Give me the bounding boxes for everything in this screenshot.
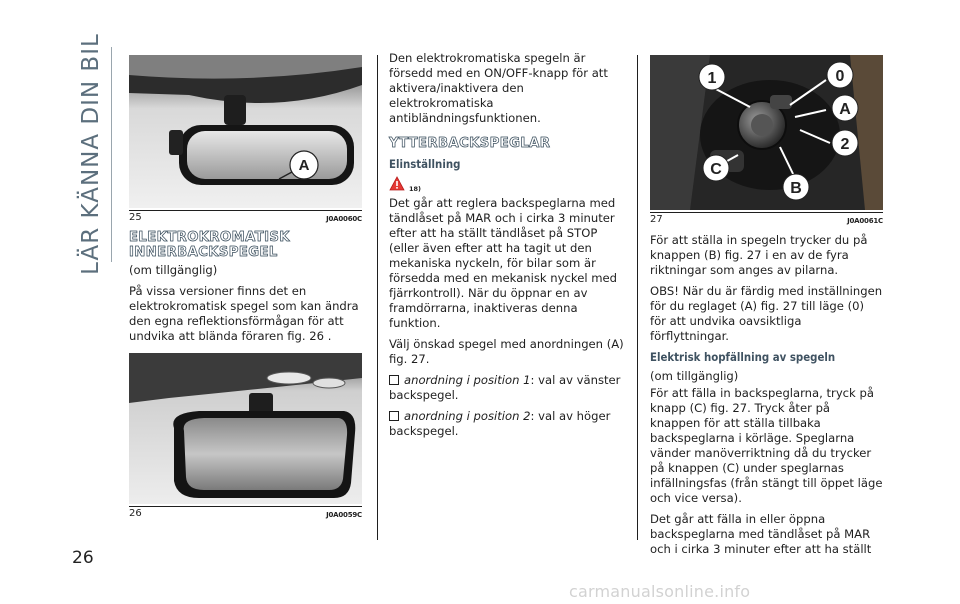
column-1-text	[129, 230, 362, 350]
figure-27-caption	[650, 214, 883, 225]
figure-26-electrochromic-mirror-image	[129, 353, 362, 504]
availability-note: (om tillgänglig)	[129, 263, 218, 277]
bullet-position-1: anordning i position 1: val av vänster backspegel.	[389, 373, 621, 402]
folding-ignition-paragraph: Det går att fälla in eller öppna backspeglarna med tändlåset på MAR och i cirka 3 minuter efter att ha ställt	[650, 512, 872, 556]
figure-27-callout-b: B	[790, 180, 802, 197]
page-number: 26	[72, 548, 94, 568]
warning-row	[389, 176, 624, 192]
figure-26-caption	[129, 508, 362, 519]
figure-25-caption	[129, 212, 362, 223]
checkbox-bullet-icon	[389, 375, 399, 385]
figure-26-caption-rule	[129, 506, 362, 507]
column-divider-2	[637, 55, 638, 540]
column-divider-1	[377, 55, 378, 540]
figure-25-caption-rule	[129, 210, 362, 211]
note-paragraph: OBS! När du är färdig med inställningen för du reglaget (A) fig. 27 till läge (0) för att undvika oavsiktliga förflyttningar.	[650, 284, 883, 343]
figure-27-number: 27	[650, 214, 663, 225]
figure-25-number: 25	[129, 212, 142, 223]
figure-27-callout-a: A	[839, 101, 851, 118]
select-mirror-paragraph: Välj önskad spegel med anordningen (A) fig. 27.	[389, 337, 624, 366]
bullet-position-2: anordning i position 2: val av höger backspegel.	[389, 409, 611, 438]
folding-paragraph: För att fälla in backspeglarna, tryck på knapp (C) fig. 27. Tryck åter på knappen för att ställa tillbaka backspeglarna i körläge. Speglarna vänder manöverriktning då du trycker på knappen (C) under speglarnas infällningsfas (från stängt till öppet läge och vice versa).	[650, 386, 883, 505]
side-title-rule	[111, 47, 112, 262]
adjust-button-paragraph: För att ställa in spegeln trycker du på knappen (B) fig. 27 i en av de fyra riktningar som anges av pilarna.	[650, 233, 868, 277]
subheading-electric-adjustment: Elinställning	[389, 157, 461, 171]
warning-icon	[389, 176, 405, 195]
figure-25-code: J0A0060C	[326, 215, 362, 223]
mirror-adjust-paragraph: Det går att reglera backspeglarna med tändlåset på MAR och i cirka 3 minuter efter att ha ställt tändlåset på STOP (eller även efter att ha tagit ut den mekaniska nyckeln, för bilar som är försedda med en mekanisk nyckel med fjärrkontroll). När du öppnar en av framdörrarna, inaktiveras denna funktion.	[389, 196, 618, 330]
figure-27-callout-c: C	[710, 161, 722, 178]
column-2-text	[389, 51, 624, 445]
warning-reference: 18)	[409, 185, 422, 193]
figure-27-callout-2: 2	[840, 136, 850, 153]
figure-27-mirror-control-image	[650, 55, 883, 210]
figure-27-caption-rule	[650, 212, 883, 213]
column-3-text	[650, 233, 883, 563]
section-heading-outside-mirrors: YTTERBACKSPEGLAR	[389, 136, 551, 151]
figure-26-number: 26	[129, 508, 142, 519]
figure-27-callout-0: 0	[835, 68, 845, 85]
checkbox-bullet-icon	[389, 411, 399, 421]
figure-26-code: J0A0059C	[326, 511, 362, 519]
electrochromic-switch-paragraph: Den elektrokromatiska spegeln är försedd med en ON/OFF-knapp för att aktivera/inaktivera den elektrokromatiska antibländningsfunktionen.	[389, 51, 608, 125]
figure-25-rearview-mirror-image	[129, 55, 362, 208]
figure-27-callout-1: 1	[707, 70, 717, 87]
figure-25-callout-a: A	[298, 157, 310, 174]
watermark: carmanualsonline.info	[569, 582, 751, 601]
electrochromic-paragraph: På vissa versioner finns det en elektrokromatisk spegel som kan ändra den egna reflektionsförmågan för att undvika att blända föraren fig. 26 .	[129, 284, 359, 343]
section-heading-electrochromic: ELEKTROKROMATISK INNERBACKSPEGEL	[129, 230, 290, 260]
availability-note: (om tillgänglig)	[650, 369, 739, 383]
subheading-electric-folding: Elektrisk hopfällning av spegeln	[650, 350, 836, 364]
figure-27-code: J0A0061C	[847, 217, 883, 225]
chapter-side-title: LÄR KÄNNA DIN BIL	[78, 33, 104, 275]
